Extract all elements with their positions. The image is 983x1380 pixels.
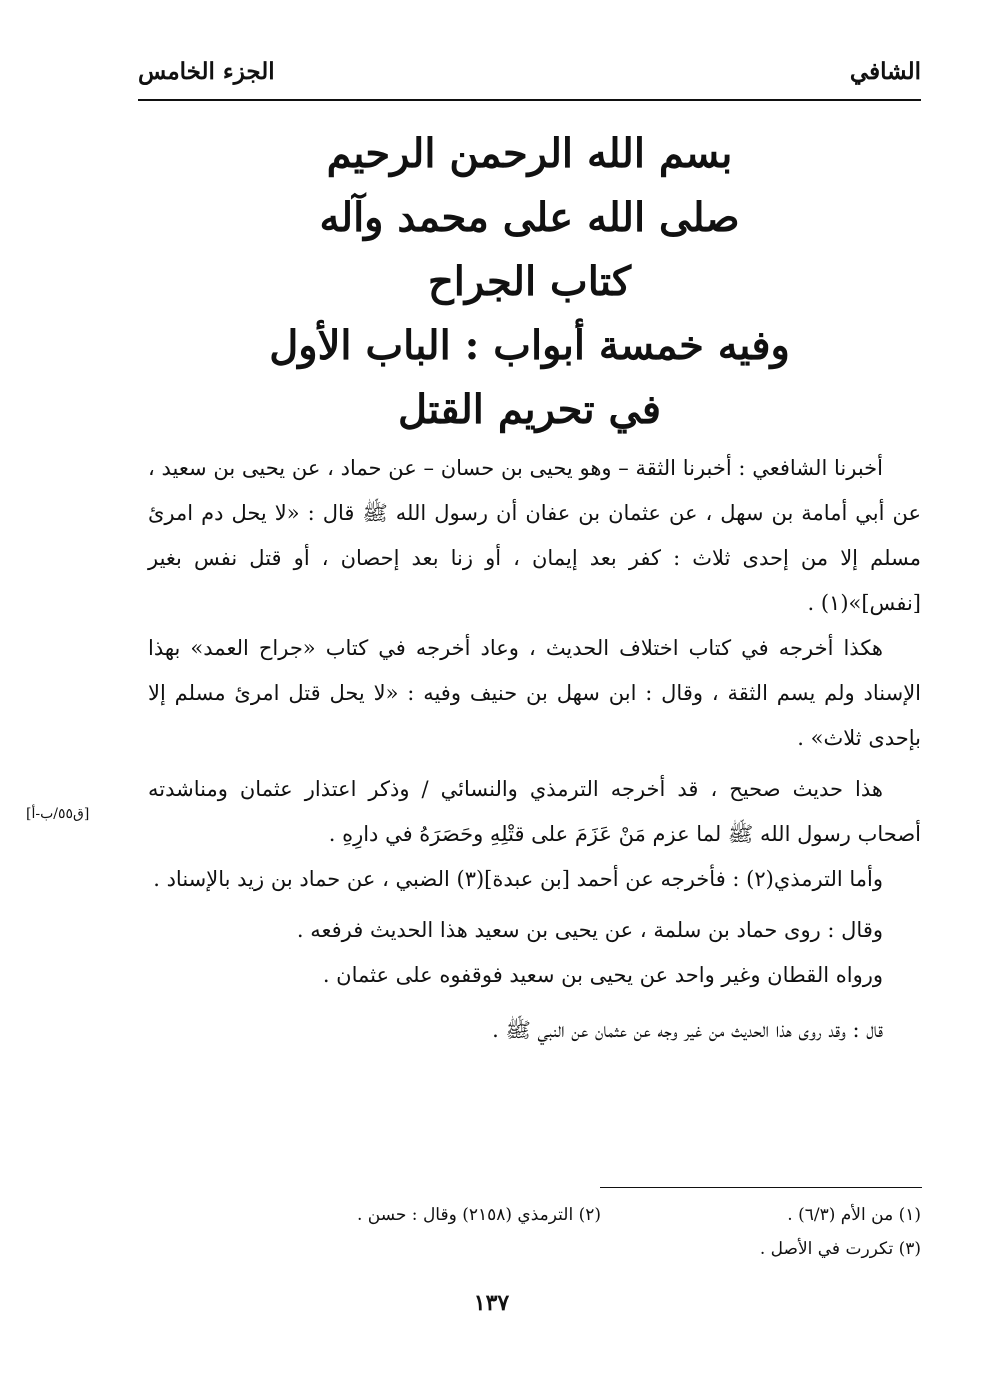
marginal-manuscript-note: [ق٥٥/ب-أ] <box>26 806 90 822</box>
paragraph: وأما الترمذي(٢) : فأخرجه عن أحمد [بن عبدة](٣) الضبي ، عن حماد بن زيد بالإسناد . <box>153 867 883 891</box>
page-number: ١٣٧ <box>473 1290 510 1316</box>
paragraph: هذا حديث صحيح ، قد أخرجه الترمذي والنسائي / وذكر اعتذار عثمان ومناشدته أصحاب رسول الله ﷺ لما عزم مَنْ عَزَمَ على قتْلِهِ وحَصَرَهُ في دارِهِ . <box>148 777 921 846</box>
paragraph: ورواه القطان وغير واحد عن يحيى بن سعيد فوقفوه على عثمان . <box>322 963 883 987</box>
running-header <box>138 52 921 90</box>
header-book-title: الشافي <box>849 57 921 85</box>
paragraph: قال : وقد روى هذا الحديث من غير وجه عن عثمان عن النبي ﷺ . <box>492 1018 883 1042</box>
footnote-rule <box>600 1187 922 1188</box>
paragraph: وقال : روى حماد بن سلمة ، عن يحيى بن سعيد هذا الحديث فرفعه . <box>296 918 883 942</box>
chapter-heading: وفيه خمسة أبواب : الباب الأول <box>269 322 790 369</box>
body-text <box>148 446 921 1053</box>
chapter-subheading: في تحريم القتل <box>398 386 661 433</box>
basmala-heading: بسم الله الرحمن الرحيم <box>326 130 733 177</box>
book-heading: كتاب الجراح <box>427 258 631 305</box>
salawat-heading: صلى الله على محمد وآله <box>319 194 740 241</box>
footnote-2: (٢) الترمذي (٢١٥٨) وقال : حسن . <box>356 1205 601 1225</box>
header-volume-title: الجزء الخامس <box>138 57 275 85</box>
footnote-1: (١) من الأم (٦/٣) . <box>787 1205 921 1225</box>
paragraph: هكذا أخرجه في كتاب اختلاف الحديث ، وعاد أخرجه في كتاب «جراح العمد» بهذا الإسناد ولم يسم الثقة ، وقال : ابن سهل بن حنيف وفيه : «لا يحل قتل امرئ مسلم إلا بإحدى ثلاث» . <box>148 636 921 750</box>
header-rule <box>138 99 921 101</box>
footnotes <box>230 1198 921 1266</box>
footnote-3: (٣) تكررت في الأصل . <box>759 1239 921 1259</box>
paragraph: أخبرنا الشافعي : أخبرنا الثقة – وهو يحيى بن حسان – عن حماد ، عن يحيى بن سعيد ، عن أبي أمامة بن سهل ، عن عثمان بن عفان أن رسول الله ﷺ قال : «لا يحل دم امرئ مسلم إلا من إحدى ثلاث : كفر بعد إيمان ، أو زنا بعد إحصان ، أو قتل نفس بغير [نفس]»(١) . <box>148 456 921 615</box>
chapter-titles <box>138 122 921 442</box>
